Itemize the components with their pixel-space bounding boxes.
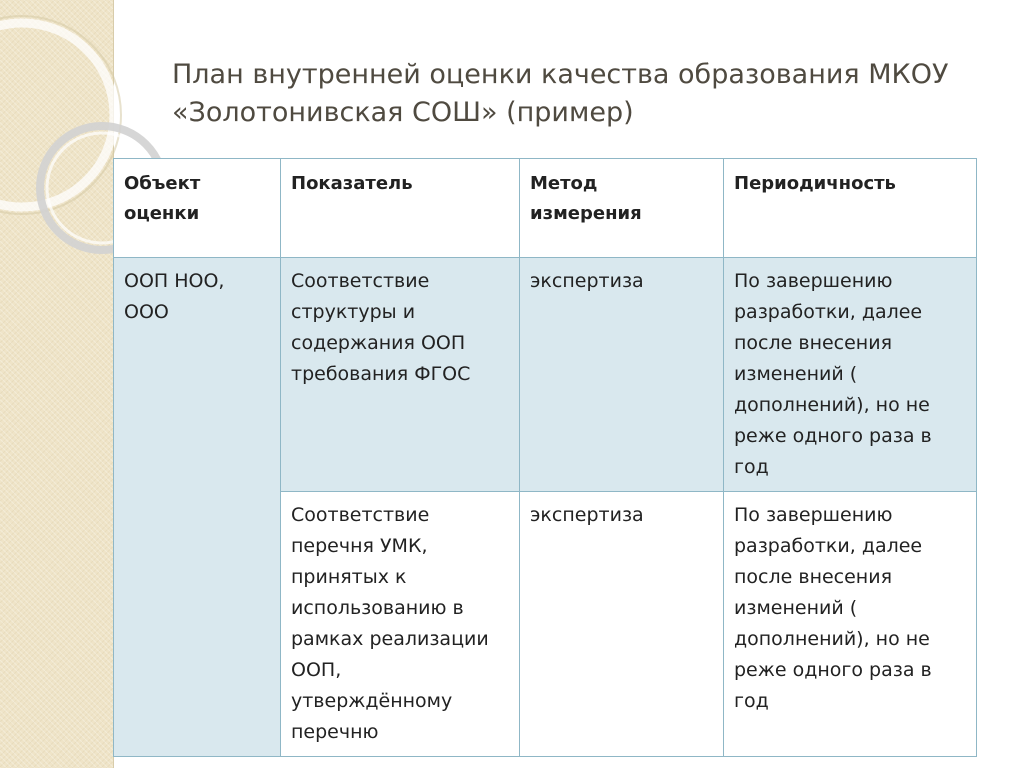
indicator-line: ООП, — [291, 659, 342, 681]
header-object-line: оценки — [124, 203, 200, 224]
indicator-line: содержания ООП — [291, 332, 466, 354]
header-indicator — [281, 159, 520, 258]
indicator-line: утверждённому — [291, 690, 453, 712]
periodicity-line: По завершению — [734, 504, 893, 526]
periodicity-line: По завершению — [734, 270, 893, 292]
large-ring-shadow — [0, 16, 121, 214]
periodicity-line: дополнений), но не — [734, 394, 930, 416]
header-method-line: измерения — [530, 203, 642, 224]
periodicity-line: изменений ( — [734, 597, 858, 619]
method-cell — [520, 258, 724, 492]
periodicity-line: изменений ( — [734, 363, 858, 385]
slide-title — [172, 56, 1002, 132]
indicator-line: перечня УМК, — [291, 535, 428, 557]
table-row — [114, 258, 977, 492]
periodicity-line: год — [734, 456, 769, 478]
object-line: ООО — [124, 301, 169, 323]
table-header-row — [114, 159, 977, 258]
method-text: экспертиза — [530, 270, 644, 292]
indicator-cell — [281, 492, 520, 757]
header-periodicity-text: Периодичность — [734, 173, 896, 194]
header-periodicity — [724, 159, 977, 258]
header-object — [114, 159, 281, 258]
header-method — [520, 159, 724, 258]
indicator-line: Соответствие — [291, 504, 430, 526]
method-cell — [520, 492, 724, 757]
indicator-line: использованию в — [291, 597, 464, 619]
header-method-line: Метод — [530, 173, 598, 194]
object-cell — [114, 258, 281, 757]
periodicity-line: после внесения — [734, 332, 893, 354]
indicator-line: требования ФГОС — [291, 363, 471, 385]
periodicity-line: после внесения — [734, 566, 893, 588]
periodicity-line: дополнений), но не — [734, 628, 930, 650]
title-line-1: План внутренней оценки качества образования МКОУ — [172, 59, 949, 90]
indicator-line: перечню — [291, 721, 379, 743]
object-line: ООП НОО, — [124, 270, 225, 292]
evaluation-plan-table — [113, 158, 977, 757]
indicator-line: принятых к — [291, 566, 407, 588]
periodicity-line: разработки, далее — [734, 535, 923, 557]
title-line-2: «Золотонивская СОШ» (пример) — [172, 97, 634, 128]
periodicity-line: реже одного раза в — [734, 425, 932, 447]
header-object-line: Объект — [124, 173, 201, 194]
indicator-cell — [281, 258, 520, 492]
periodicity-line: реже одного раза в — [734, 659, 932, 681]
indicator-line: Соответствие — [291, 270, 430, 292]
periodicity-cell — [724, 492, 977, 757]
header-indicator-text: Показатель — [291, 173, 413, 194]
indicator-line: рамках реализации — [291, 628, 489, 650]
method-text: экспертиза — [530, 504, 644, 526]
periodicity-cell — [724, 258, 977, 492]
periodicity-line: разработки, далее — [734, 301, 923, 323]
indicator-line: структуры и — [291, 301, 416, 323]
periodicity-line: год — [734, 690, 769, 712]
